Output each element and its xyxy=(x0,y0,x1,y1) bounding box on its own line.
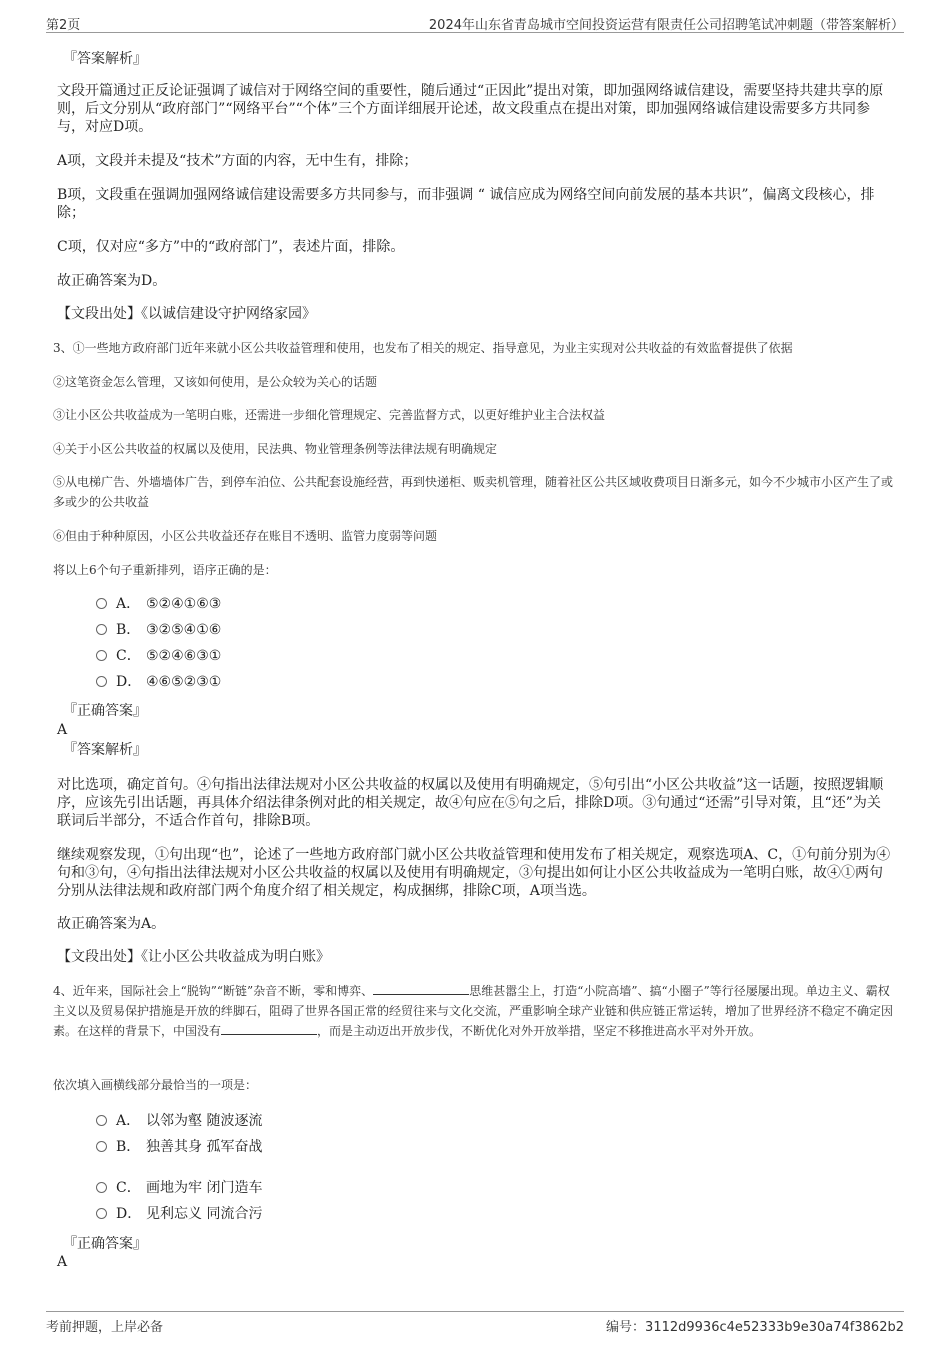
q3-sentence-5: ⑤从电梯广告、外墙墙体广告，到停车泊位、公共配套设施经营，再到快递柜、贩卖机管理，随着社区公共区域收费项目日渐多元，如今不少城市小区产生了或多或少的公共收益 xyxy=(53,475,894,509)
q4-answer: A xyxy=(57,1254,68,1270)
q2-conclusion: 故正确答案为D。 xyxy=(57,273,167,289)
document-title: 2024年山东省青岛城市空间投资运营有限责任公司招聘笔试冲刺题（带答案解析） xyxy=(428,18,904,33)
q3-analysis-paragraph-1: 对比选项，确定首句。④句指出法律法规对小区公共收益的权属以及使用有明确规定，⑤句引出“小区公共收益”这一话题，按照逻辑顺序，应该先引出话题，再具体介绍法律条例对此的相关规定，故④句应在⑤句之后，排除D项。③句通过“还需”引导对策，且“还”为关联词后半部分，不适合作首句，排除B项。 xyxy=(57,777,884,829)
q4-stem: 4、近年来，国际社会上“脱钩”“断链”杂音不断，零和博弈、 思维甚嚣尘上，打造“小院高墙”、搞“小圈子”等行径屡屡出现。单边主义、霸权主义以及贸易保护措施是开放的绊脚石，阻碍了世界各国正常的经贸往来与文化交流，严重影响全球产业链和供应链正常运转，增加了世界经济不稳定不确定因素。在这样的背景下，中国没有 ，而是主动迈出开放步伐，不断优化对外开放举措，坚定不移推进高水平对外开放。 xyxy=(53,984,894,1038)
q3-sentence-2: ②这笔资金怎么管理，又该如何使用，是公众较为关心的话题 xyxy=(53,375,378,389)
radio-icon[interactable] xyxy=(96,676,107,687)
q2-source: 【文段出处】《以诚信建设守护网络家园》 xyxy=(57,306,316,322)
q3-answer: A xyxy=(57,722,68,738)
q2-analysis-option-a: A项，文段并未提及“技术”方面的内容，无中生有，排除； xyxy=(57,153,418,169)
q4-answer-label: 『正确答案』 xyxy=(63,1236,147,1252)
footer-slogan: 考前押题，上岸必备 xyxy=(46,1320,164,1335)
q3-prompt: 将以上6个句子重新排列，语序正确的是： xyxy=(53,563,277,577)
q3-answer-label: 『正确答案』 xyxy=(63,703,147,719)
page-header xyxy=(46,10,904,33)
q3-sentence-1: 3、①一些地方政府部门近年来就小区公共收益管理和使用，也发布了相关的规定、指导意见，为业主实现对公共收益的有效监督提供了依据 xyxy=(53,341,793,355)
q3-source: 【文段出处】《让小区公共收益成为明白账》 xyxy=(57,949,330,965)
q2-analysis-option-c: C项，仅对应“多方”中的“政府部门”，表述片面，排除。 xyxy=(57,239,405,255)
q3-option-c[interactable]: C． ⑤②④⑥③① xyxy=(96,646,221,666)
q4-option-b[interactable]: B． 独善其身 孤军奋战 xyxy=(96,1137,262,1157)
footer-serial: 编号：3112d9936c4e52333b9e30a74f3862b2 xyxy=(606,1320,904,1335)
q4-option-c[interactable]: C． 画地为牢 闭门造车 xyxy=(96,1178,262,1198)
q2-analysis-option-b: B项，文段重在强调加强网络诚信建设需要多方共同参与，而非强调 “ 诚信应成为网络空间向前发展的基本共识”，偏离文段核心，排除； xyxy=(57,187,875,221)
radio-icon[interactable] xyxy=(96,624,107,635)
q3-sentence-4: ④关于小区公共收益的权属以及使用，民法典、物业管理条例等法律法规有明确规定 xyxy=(53,442,498,456)
radio-icon[interactable] xyxy=(96,598,107,609)
q3-option-d[interactable]: D． ④⑥⑤②③① xyxy=(96,672,221,692)
radio-icon[interactable] xyxy=(96,1115,107,1126)
q2-analysis-label: 『答案解析』 xyxy=(63,51,147,67)
q4-option-a[interactable]: A． 以邻为壑 随波逐流 xyxy=(96,1111,262,1131)
q3-option-a[interactable]: A． ⑤②④①⑥③ xyxy=(96,594,221,614)
q3-sentence-3: ③让小区公共收益成为一笔明白账，还需进一步细化管理规定、完善监督方式，以更好维护业主合法权益 xyxy=(53,408,606,422)
q3-sentence-6: ⑥但由于种种原因，小区公共收益还存在账目不透明、监管力度弱等问题 xyxy=(53,529,438,543)
q4-blank-1 xyxy=(373,982,469,995)
q3-conclusion: 故正确答案为A。 xyxy=(57,916,166,932)
q4-prompt: 依次填入画横线部分最恰当的一项是： xyxy=(53,1078,258,1092)
q4-option-d[interactable]: D． 见利忘义 同流合污 xyxy=(96,1204,262,1224)
radio-icon[interactable] xyxy=(96,1141,107,1152)
q4-blank-2 xyxy=(221,1022,317,1035)
q3-analysis-label: 『答案解析』 xyxy=(63,742,147,758)
page-footer xyxy=(46,1311,904,1336)
radio-icon[interactable] xyxy=(96,1182,107,1193)
radio-icon[interactable] xyxy=(96,1208,107,1219)
q3-analysis-paragraph-2: 继续观察发现，①句出现“也”，论述了一些地方政府部门就小区公共收益管理和使用发布了相关规定，观察选项A、C，①句前分别为④句和③句，④句指出法律法规对小区公共收益的权属以及使用有明确规定，③句提出如何让小区公共收益成为一笔明白账，故④①两句分别从法律法规和政府部门两个角度介绍了相关规定，构成捆绑，排除C项，A项当选。 xyxy=(57,847,891,899)
page-number: 第2页 xyxy=(46,18,81,33)
q3-option-b[interactable]: B． ③②⑤④①⑥ xyxy=(96,620,221,640)
radio-icon[interactable] xyxy=(96,650,107,661)
q2-analysis-paragraph: 文段开篇通过正反论证强调了诚信对于网络空间的重要性，随后通过“正因此”提出对策，即加强网络诚信建设，需要坚持共建共享的原则，后文分别从“政府部门”“网络平台”“个体”三个方面详细展开论述，故文段重点在提出对策，即加强网络诚信建设需要多方共同参与，对应D项。 xyxy=(57,83,884,135)
